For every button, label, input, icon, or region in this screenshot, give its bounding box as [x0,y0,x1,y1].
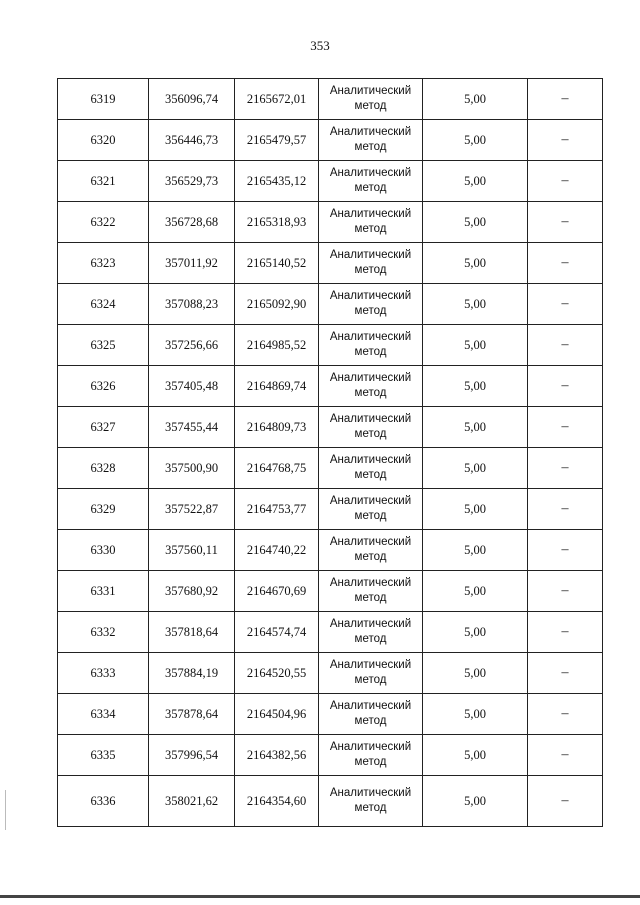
x-coordinate-cell: 357680,92 [149,571,235,612]
method-cell [319,366,423,407]
x-coordinate-cell: 357088,23 [149,284,235,325]
method-cell [319,612,423,653]
point-id-cell: 6336 [58,776,149,827]
method-cell [319,407,423,448]
y-coordinate-cell: 2165672,01 [235,79,319,120]
method-line-1: Аналитический [329,372,412,384]
point-id-cell: 6328 [58,448,149,489]
method-line-2: метод [354,802,387,814]
point-id-cell: 6335 [58,735,149,776]
x-coordinate-cell: 357818,64 [149,612,235,653]
table-row [58,530,603,571]
x-coordinate-cell: 357455,44 [149,407,235,448]
method-line-2: метод [354,305,387,317]
note-cell: – [528,407,603,448]
note-cell: – [528,694,603,735]
scan-edge-mark [5,790,6,830]
x-coordinate-cell: 357560,11 [149,530,235,571]
method-line-2: метод [354,592,387,604]
y-coordinate-cell: 2165435,12 [235,161,319,202]
method-line-1: Аналитический [329,454,412,466]
note-cell: – [528,243,603,284]
table-row [58,202,603,243]
table-row [58,366,603,407]
table-row [58,489,603,530]
table-row [58,694,603,735]
method-line-1: Аналитический [329,536,412,548]
method-line-2: метод [354,428,387,440]
x-coordinate-cell: 356096,74 [149,79,235,120]
x-coordinate-cell: 356529,73 [149,161,235,202]
accuracy-value-cell: 5,00 [423,325,528,366]
y-coordinate-cell: 2164504,96 [235,694,319,735]
method-line-2: метод [354,223,387,235]
point-id-cell: 6323 [58,243,149,284]
note-cell: – [528,571,603,612]
note-cell: – [528,284,603,325]
accuracy-value-cell: 5,00 [423,530,528,571]
method-line-2: метод [354,100,387,112]
y-coordinate-cell: 2165318,93 [235,202,319,243]
note-cell: – [528,161,603,202]
accuracy-value-cell: 5,00 [423,79,528,120]
method-cell [319,120,423,161]
accuracy-value-cell: 5,00 [423,653,528,694]
accuracy-value-cell: 5,00 [423,489,528,530]
y-coordinate-cell: 2164753,77 [235,489,319,530]
y-coordinate-cell: 2164740,22 [235,530,319,571]
note-cell: – [528,448,603,489]
note-cell: – [528,120,603,161]
method-cell [319,325,423,366]
method-line-1: Аналитический [329,331,412,343]
method-cell [319,653,423,694]
point-id-cell: 6333 [58,653,149,694]
note-cell: – [528,735,603,776]
point-id-cell: 6327 [58,407,149,448]
accuracy-value-cell: 5,00 [423,612,528,653]
y-coordinate-cell: 2165479,57 [235,120,319,161]
table-row [58,448,603,489]
method-cell [319,448,423,489]
note-cell: – [528,653,603,694]
accuracy-value-cell: 5,00 [423,448,528,489]
accuracy-value-cell: 5,00 [423,407,528,448]
table-row [58,407,603,448]
method-cell [319,202,423,243]
x-coordinate-cell: 357522,87 [149,489,235,530]
method-line-1: Аналитический [329,577,412,589]
y-coordinate-cell: 2165092,90 [235,284,319,325]
point-id-cell: 6322 [58,202,149,243]
accuracy-value-cell: 5,00 [423,694,528,735]
method-line-2: метод [354,510,387,522]
note-cell: – [528,366,603,407]
y-coordinate-cell: 2164354,60 [235,776,319,827]
method-line-1: Аналитический [329,290,412,302]
accuracy-value-cell: 5,00 [423,776,528,827]
accuracy-value-cell: 5,00 [423,120,528,161]
scan-bottom-edge [0,895,640,898]
accuracy-value-cell: 5,00 [423,161,528,202]
method-line-1: Аналитический [329,85,412,97]
table-row [58,735,603,776]
method-cell [319,284,423,325]
page-number: 353 [310,38,330,53]
method-line-1: Аналитический [329,208,412,220]
point-id-cell: 6324 [58,284,149,325]
note-cell: – [528,325,603,366]
y-coordinate-cell: 2164670,69 [235,571,319,612]
method-line-2: метод [354,551,387,563]
y-coordinate-cell: 2164985,52 [235,325,319,366]
method-line-1: Аналитический [329,741,412,753]
method-line-2: метод [354,387,387,399]
coordinates-table [57,78,603,827]
point-id-cell: 6321 [58,161,149,202]
note-cell: – [528,489,603,530]
note-cell: – [528,79,603,120]
coordinates-table-wrap [57,78,602,827]
table-row [58,653,603,694]
method-line-1: Аналитический [329,618,412,630]
table-row [58,284,603,325]
table-row [58,325,603,366]
x-coordinate-cell: 357500,90 [149,448,235,489]
point-id-cell: 6332 [58,612,149,653]
method-cell [319,694,423,735]
method-line-1: Аналитический [329,126,412,138]
y-coordinate-cell: 2164809,73 [235,407,319,448]
note-cell: – [528,202,603,243]
point-id-cell: 6326 [58,366,149,407]
method-cell [319,530,423,571]
accuracy-value-cell: 5,00 [423,735,528,776]
x-coordinate-cell: 356728,68 [149,202,235,243]
table-row [58,120,603,161]
method-line-1: Аналитический [329,167,412,179]
method-line-2: метод [354,182,387,194]
method-cell [319,489,423,530]
method-line-2: метод [354,264,387,276]
method-cell [319,79,423,120]
method-line-2: метод [354,141,387,153]
point-id-cell: 6319 [58,79,149,120]
method-cell [319,735,423,776]
note-cell: – [528,612,603,653]
method-line-1: Аналитический [329,495,412,507]
y-coordinate-cell: 2165140,52 [235,243,319,284]
table-row [58,79,603,120]
method-line-2: метод [354,633,387,645]
point-id-cell: 6320 [58,120,149,161]
accuracy-value-cell: 5,00 [423,202,528,243]
method-line-1: Аналитический [329,700,412,712]
method-line-2: метод [354,469,387,481]
x-coordinate-cell: 357256,66 [149,325,235,366]
method-line-2: метод [354,346,387,358]
method-line-2: метод [354,674,387,686]
point-id-cell: 6331 [58,571,149,612]
y-coordinate-cell: 2164382,56 [235,735,319,776]
table-row [58,612,603,653]
method-cell [319,571,423,612]
y-coordinate-cell: 2164869,74 [235,366,319,407]
table-row [58,776,603,827]
accuracy-value-cell: 5,00 [423,366,528,407]
method-cell [319,161,423,202]
x-coordinate-cell: 357878,64 [149,694,235,735]
x-coordinate-cell: 357405,48 [149,366,235,407]
x-coordinate-cell: 357884,19 [149,653,235,694]
method-line-2: метод [354,756,387,768]
x-coordinate-cell: 357011,92 [149,243,235,284]
y-coordinate-cell: 2164520,55 [235,653,319,694]
y-coordinate-cell: 2164574,74 [235,612,319,653]
table-row [58,161,603,202]
accuracy-value-cell: 5,00 [423,284,528,325]
x-coordinate-cell: 358021,62 [149,776,235,827]
table-row [58,571,603,612]
table-row [58,243,603,284]
table-body [58,79,603,827]
x-coordinate-cell: 356446,73 [149,120,235,161]
note-cell: – [528,776,603,827]
method-line-1: Аналитический [329,413,412,425]
point-id-cell: 6330 [58,530,149,571]
note-cell: – [528,530,603,571]
y-coordinate-cell: 2164768,75 [235,448,319,489]
accuracy-value-cell: 5,00 [423,571,528,612]
method-cell [319,243,423,284]
accuracy-value-cell: 5,00 [423,243,528,284]
point-id-cell: 6334 [58,694,149,735]
point-id-cell: 6329 [58,489,149,530]
method-line-2: метод [354,715,387,727]
point-id-cell: 6325 [58,325,149,366]
method-cell [319,776,423,827]
method-line-1: Аналитический [329,249,412,261]
method-line-1: Аналитический [329,787,412,799]
method-line-1: Аналитический [329,659,412,671]
x-coordinate-cell: 357996,54 [149,735,235,776]
